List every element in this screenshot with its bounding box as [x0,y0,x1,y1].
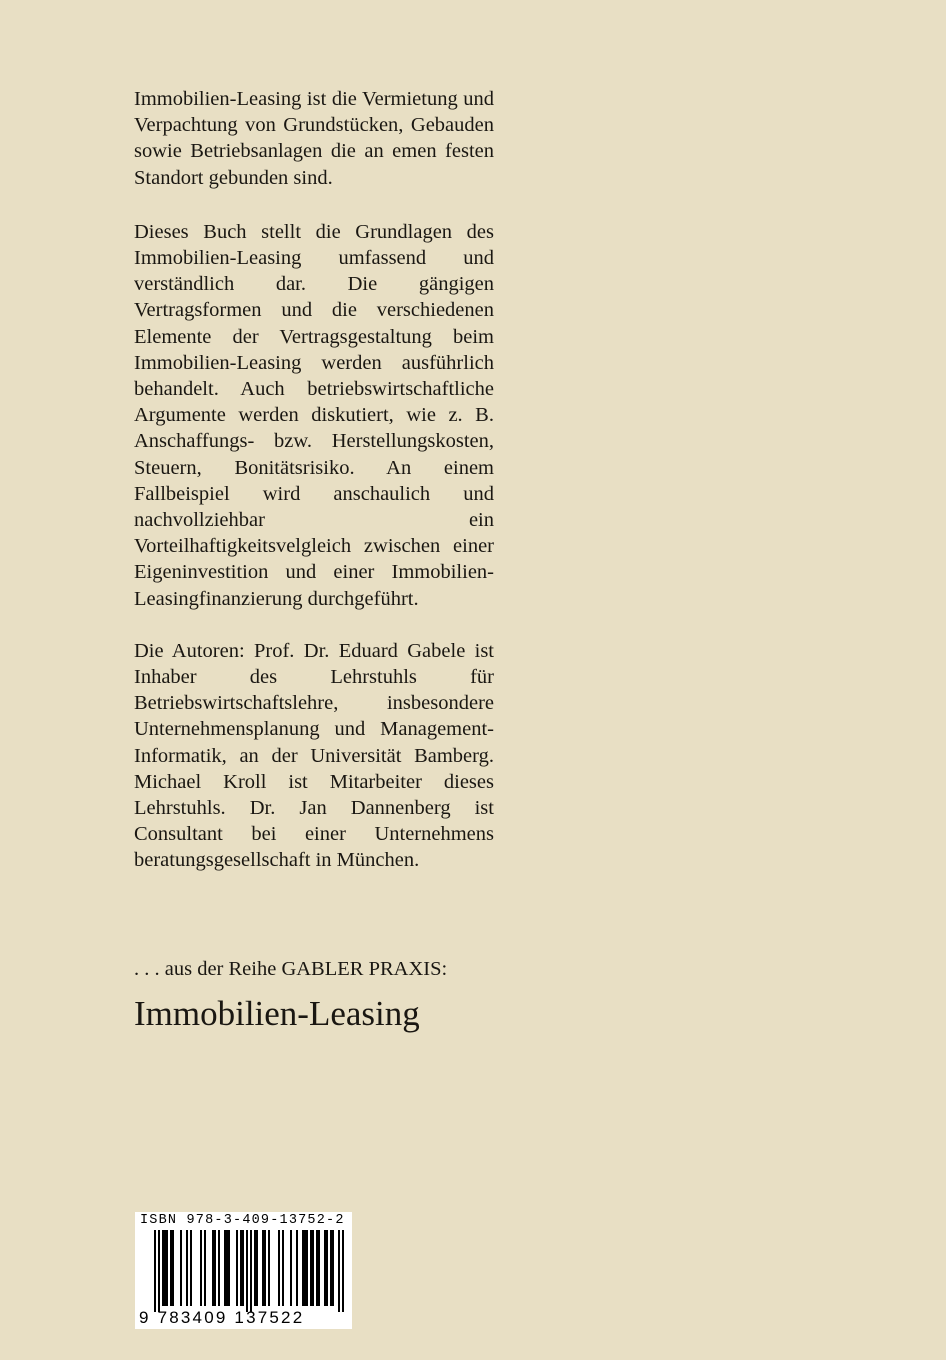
barcode-bar [200,1230,202,1306]
barcode-bar [158,1230,160,1312]
barcode-bars [135,1230,352,1312]
book-title: Immobilien-Leasing [134,994,420,1033]
barcode-bar [262,1230,264,1306]
barcode-bar [316,1230,318,1306]
authors-paragraph: Die Autoren: Prof. Dr. Eduard Gabele ist Inhaber des Lehrstuhls für Betriebswirtschaftslehre, insbesondere Unternehmensplanung und Management-Informatik, an der Universität Bamberg. Michael Kroll ist Mitarbeiter dieses Lehrstuhls. Dr. Jan Dannenberg ist Consultant bei einer Unternehmens beratungsgesellschaft in München. [134,639,494,872]
barcode-bar [240,1230,242,1306]
barcode-bar [312,1230,314,1306]
barcode-bar [264,1230,266,1306]
barcode-bar [214,1230,216,1306]
series-line: . . . aus der Reihe GABLER PRAXIS: [134,958,448,980]
barcode-bar [278,1230,280,1306]
barcode-bar [212,1230,214,1306]
barcode-bar [226,1230,228,1306]
barcode-bar [256,1230,258,1306]
barcode-bar [172,1230,174,1306]
barcode-bar [338,1230,340,1312]
barcode-bar [246,1230,248,1312]
definition-paragraph [134,86,494,191]
isbn-barcode [135,1212,352,1329]
barcode-bar [224,1230,226,1306]
definition-lead: Immobilien-Leasing ist [134,88,327,110]
barcode-bar [268,1230,270,1306]
description-paragraph: Dieses Buch stellt die Grundlagen des Immobilien-Leasing umfassend und verständlich dar. Die gängigen Vertragsformen und die verschiedenen Elemente der Vertragsgestaltung beim Immobilien-Leasing werden ausführlich behandelt. Auch betriebswirtschaftliche Argumente werden diskutiert, wie z. B. Anschaffungs- bzw. Herstellungskosten, Steuern, Bonitätsrisiko. An einem Fallbeispiel wird anschaulich und nachvollziehbar ein Vorteilhaftigkeitsvelgleich zwischen einer Eigeninvestition und einer Immobilien-Leasingfinanzierung durchgeführt. [134,220,494,610]
barcode-digits: 9 783409 137522 [139,1308,305,1327]
barcode-bar [332,1230,334,1306]
barcode-bar [180,1230,182,1306]
barcode-bar [310,1230,312,1306]
barcode-bar [304,1230,306,1306]
barcode-bar [302,1230,304,1306]
back-cover-text [134,86,494,874]
isbn-label: ISBN 978-3-409-13752-2 [140,1213,345,1228]
barcode-bar [342,1230,344,1312]
barcode-bar [186,1230,188,1306]
barcode-bar [326,1230,328,1306]
barcode-bar [282,1230,284,1306]
barcode-bar [154,1230,156,1312]
barcode-bar [324,1230,326,1306]
barcode-bar [218,1230,220,1306]
barcode-bar [296,1230,298,1306]
barcode-bar [190,1230,192,1306]
barcode-bar [318,1230,320,1306]
barcode-bar [164,1230,166,1306]
barcode-bar [170,1230,172,1306]
barcode-bar [166,1230,168,1306]
definition-text: die Vermietung und Verpachtung von Grundstücken, Gebauden sowie Betriebsanlagen die an emen festen Standort gebunden sind. [134,88,494,189]
barcode-bar [250,1230,252,1312]
barcode-bar [236,1230,238,1306]
barcode-bar [330,1230,332,1306]
barcode-bar [204,1230,206,1306]
barcode-bar [306,1230,308,1306]
barcode-bar [228,1230,230,1306]
barcode-bar [254,1230,256,1306]
barcode-bar [290,1230,292,1306]
barcode-bar [242,1230,244,1306]
barcode-bar [162,1230,164,1306]
